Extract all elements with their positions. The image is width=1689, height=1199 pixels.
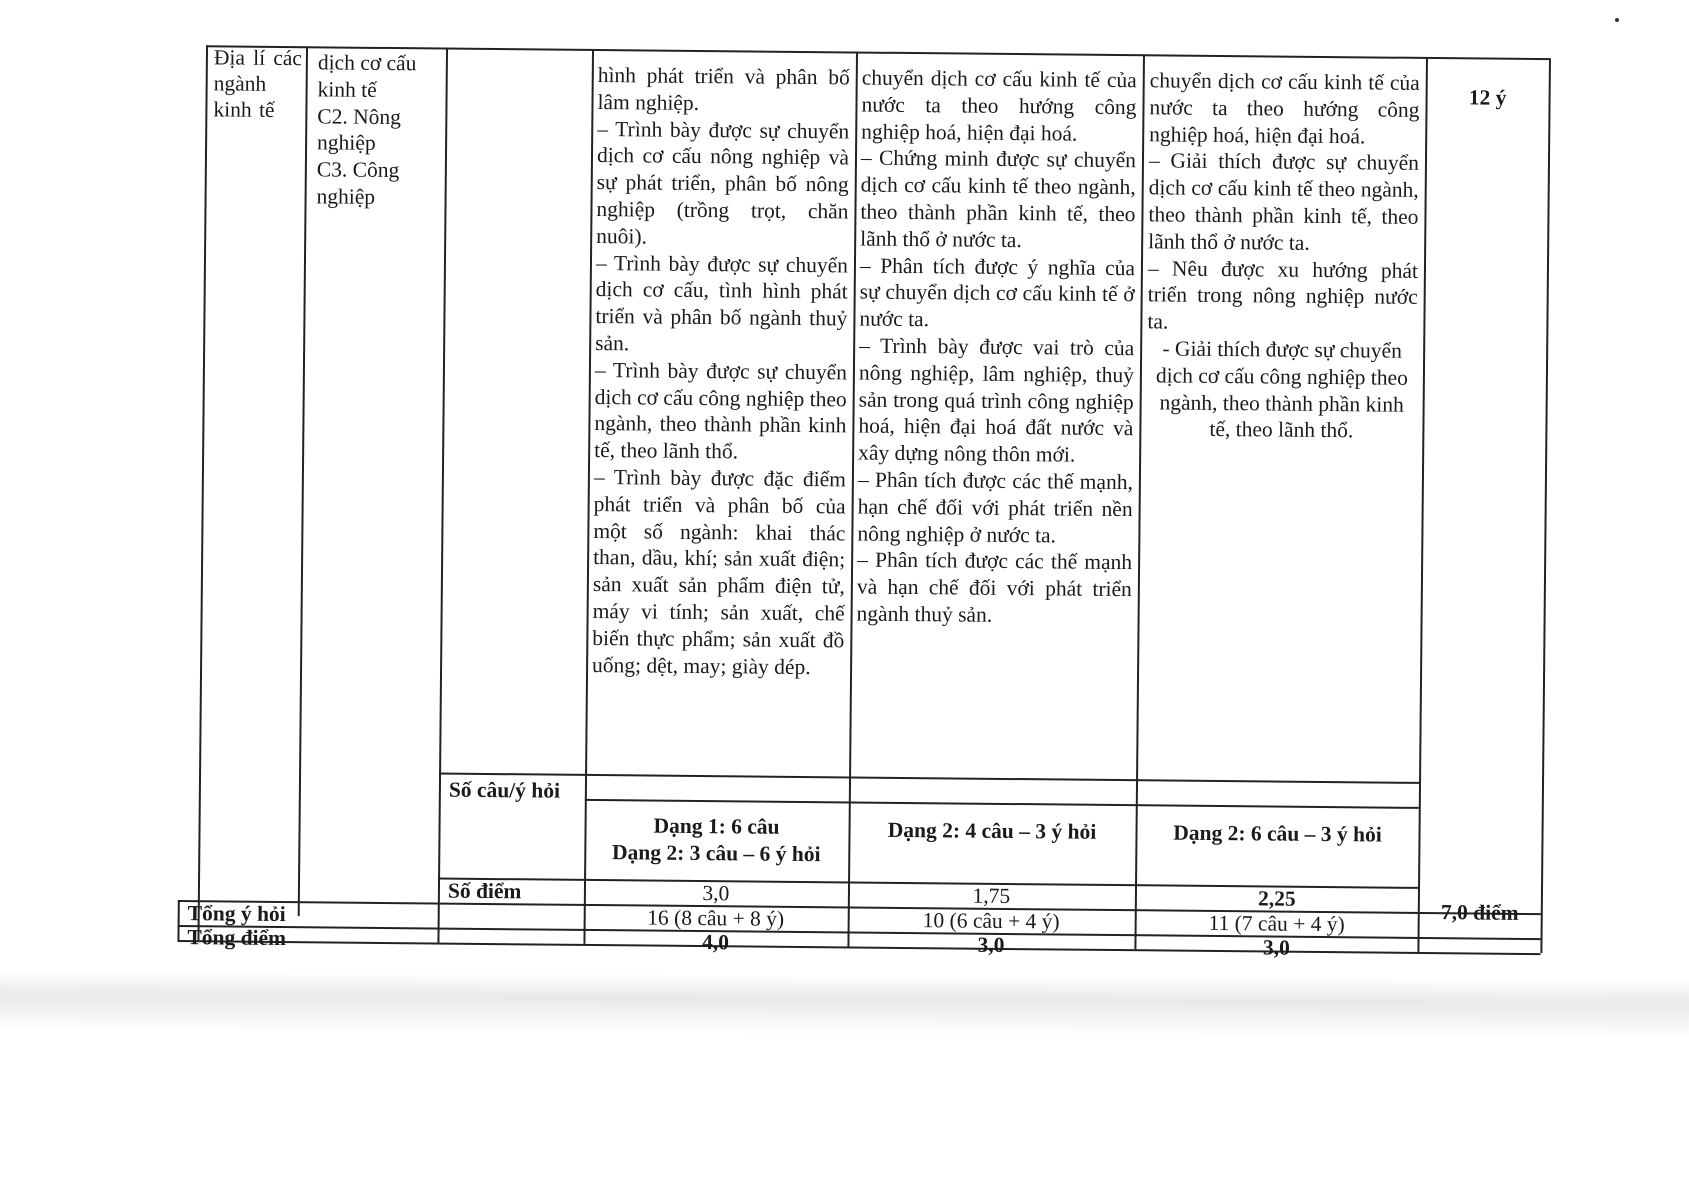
grid-line — [583, 49, 593, 944]
vd-item: – Nêu được xu hướng phát triển trong nông nghiệp nước ta. — [1147, 255, 1419, 334]
nb-item: – Trình bày được sự chuyển dịch cơ cấu công nghiệp theo ngành, theo thành phần kinh tế, theo lãnh thổ. — [594, 357, 848, 464]
tong-diem-th: 3,0 — [977, 932, 1005, 957]
th-item: – Phân tích được ý nghĩa của sự chuyển dịch cơ cấu kinh tế ở nước ta. — [859, 253, 1136, 332]
so-diem-label: Số điểm — [447, 878, 522, 904]
thong-hieu-cell — [856, 65, 1136, 630]
unit-cell — [316, 49, 444, 211]
tong-y-hoi-th: 10 (6 câu + 4 ý) — [922, 908, 1060, 934]
grid-line — [1540, 58, 1550, 953]
nb-item: – Trình bày được đặc điểm phát triển và phân bố của một số ngành: khai thác than, dầu, khí; sản xuất điện; sản xuất sản phẩm điện tử, máy vi tính; sản xuất, chế biến thực phẩm; sản xuất đồ uống; dệt, may; giày dép. — [592, 464, 847, 679]
so-cau-label: Số câu/ý hỏi — [448, 777, 561, 803]
tong-y-hoi-nb: 16 (8 câu + 8 ý) — [647, 905, 785, 931]
diem-total: 7,0 điểm — [1440, 900, 1519, 925]
unit-line-3: C3. Công nghiệp — [316, 157, 400, 209]
grid-line — [1417, 57, 1427, 952]
dang-nb-line-2: Dạng 2: 3 câu – 6 ý hỏi — [611, 839, 821, 866]
grid-line — [197, 45, 207, 940]
topic-cell — [213, 44, 302, 123]
dang-nb-line-1: Dạng 1: 6 câu — [653, 813, 780, 839]
van-dung-cell — [1146, 67, 1420, 445]
nb-item: hình phát triển và phân bố lâm nghiệp. — [597, 63, 850, 115]
diem-nb: 3,0 — [702, 881, 730, 906]
diem-th: 1,75 — [972, 883, 1011, 909]
nb-item: – Trình bày được sự chuyển dịch cơ cấu nông nghiệp và sự phát triển, phân bố nông nghiệp (trồng trọt, chăn nuôi). — [596, 116, 850, 249]
nhan-biet-cell — [592, 62, 850, 681]
dang-nb — [590, 812, 843, 868]
grid-line — [1134, 54, 1144, 949]
topic-text: Địa lí các ngành kinh tế — [213, 45, 303, 122]
tong-y-hoi-label: Tổng ý hỏi — [187, 901, 286, 927]
diem-vd: 2,25 — [1257, 886, 1296, 911]
grid-line — [298, 46, 308, 916]
nb-item: – Trình bày được sự chuyển dịch cơ cấu, tình hình phát triển và phân bố ngành thuỷ sản. — [595, 250, 849, 356]
grid-line — [177, 900, 179, 940]
tong-diem-vd: 3,0 — [1262, 935, 1290, 960]
th-item: – Trình bày được vai trò của nông nghiệp, lâm nghiệp, thuỷ sản trong quá trình công nghiệp hoá, hiện đại hoá đất nước và xây dựng nông thôn mới. — [858, 333, 1135, 467]
vd-item: – Giải thích được sự chuyển dịch cơ cấu kinh tế theo ngành, theo thành phần kinh tế, theo lãnh thổ ở nước ta. — [1148, 148, 1420, 255]
vd-item-centered: - Giải thích được sự chuyển dịch cơ cấu công nghiệp theo ngành, theo thành phần kinh tế, theo lãnh thổ. — [1155, 336, 1409, 443]
grid-line — [585, 799, 1419, 809]
tong-y-hoi-vd: 11 (7 câu + 4 ý) — [1208, 910, 1345, 937]
th-item: – Phân tích được các thế mạnh, hạn chế đối với phát triển nền nông nghiệp ở nước ta. — [857, 467, 1134, 547]
tong-diem-label: Tổng điểm — [187, 925, 287, 951]
unit-line-1: dịch cơ cấu kinh tế — [317, 50, 417, 102]
unit-line-2: C2. Nông nghiệp — [317, 103, 402, 156]
dang-vd: Dạng 2: 6 câu – 3 ý hỏi — [1173, 820, 1382, 847]
th-item: – Chứng minh được sự chuyển dịch cơ cấu kinh tế theo ngành, theo thành phần kinh tế, theo lãnh thổ ở nước ta. — [860, 145, 1137, 252]
vd-item: chuyển dịch cơ cấu kinh tế của nước ta theo hướng công nghiệp hoá, hiện đại hoá. — [1149, 68, 1420, 148]
total-questions-cell: 12 ý — [1468, 85, 1507, 110]
dang-th: Dạng 2: 4 câu – 3 ý hỏi — [887, 817, 1097, 844]
th-item: chuyển dịch cơ cấu kinh tế của nước ta theo hướng công nghiệp hoá, hiện đại hoá. — [861, 65, 1137, 146]
tong-diem-nb: 4,0 — [701, 930, 730, 955]
th-item: – Phân tích được các thế mạnh và hạn chế đối với phát triển ngành thuỷ sản. — [856, 547, 1133, 627]
grid-line — [847, 51, 857, 946]
